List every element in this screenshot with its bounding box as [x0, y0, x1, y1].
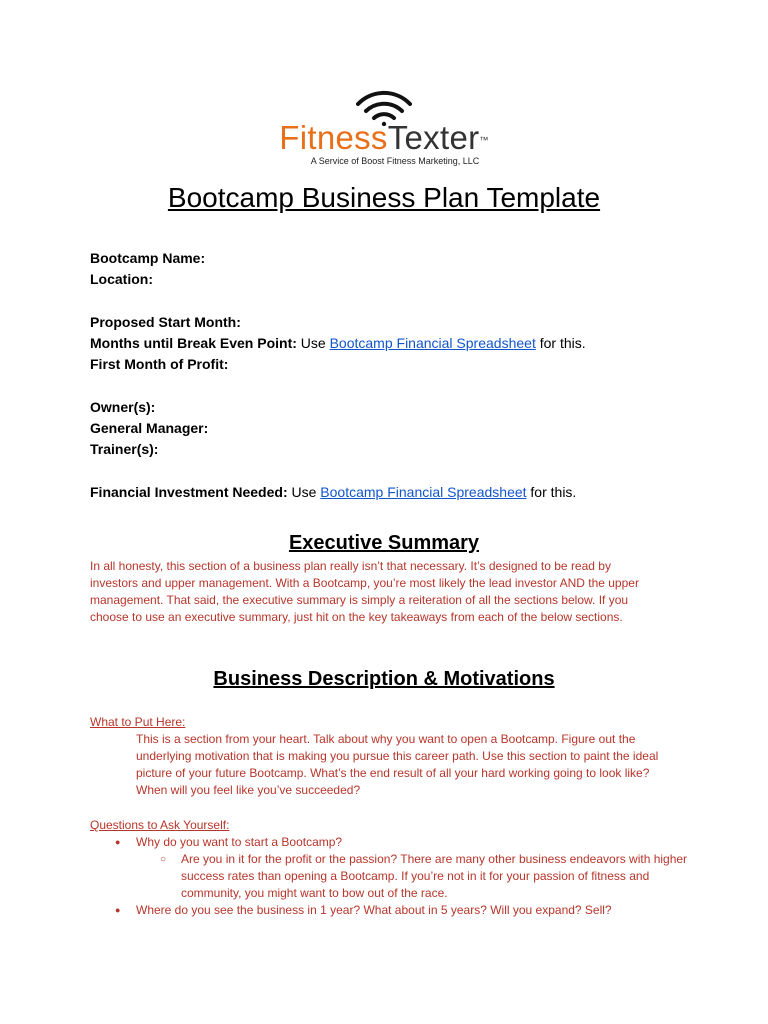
investment-tail: for this. [530, 484, 577, 500]
field-owners: Owner(s): [90, 399, 156, 415]
questions-list [90, 834, 700, 919]
field-general-manager: General Manager: [90, 420, 209, 436]
list-item [136, 851, 700, 902]
question-2: Where do you see the business in 1 year? What about in 5 years? Will you expand? Sell? [136, 903, 612, 917]
what-line: This is a section from your heart. Talk about why you want to open a Bootcamp. Figure out the [136, 732, 636, 746]
field-location: Location: [90, 271, 153, 287]
investment-use: Use [291, 484, 317, 500]
field-first-profit: First Month of Profit: [90, 356, 229, 372]
executive-summary-line: In all honesty, this section of a business plan really isn’t that necessary. It’s designed to be read by [90, 559, 611, 573]
logo-wordmark [0, 120, 768, 156]
field-trainers: Trainer(s): [90, 441, 159, 457]
what-line: underlying motivation that is making you pursue this career path. Use this section to paint the ideal [136, 749, 659, 763]
document-title: Bootcamp Business Plan Template [167, 182, 601, 213]
question-1-sublist [136, 851, 700, 902]
field-investment: Financial Investment Needed: [90, 484, 288, 500]
logo-texter: Texter [387, 119, 480, 156]
executive-summary-line: management. That said, the executive summary is simply a reiteration of all the sections below. If you [90, 593, 629, 607]
logo-trademark: ™ [479, 135, 489, 145]
executive-summary-heading: Executive Summary [288, 532, 480, 554]
break-even-use: Use [300, 335, 326, 351]
financial-spreadsheet-link-2[interactable]: Bootcamp Financial Spreadsheet [320, 484, 527, 500]
list-item [90, 834, 700, 902]
business-description-heading: Business Description & Motivations [213, 668, 555, 690]
break-even-tail: for this. [539, 335, 586, 351]
what-to-put-here-text [136, 731, 716, 799]
what-line: When will you feel like you’ve succeeded? [136, 783, 361, 797]
logo-subtitle: A Service of Boost Fitness Marketing, LLC [310, 156, 480, 166]
plan-fields [90, 248, 710, 503]
executive-summary-text [90, 558, 710, 626]
field-proposed-start: Proposed Start Month: [90, 314, 241, 330]
list-item [90, 902, 700, 919]
logo-fitness: Fitness [279, 119, 388, 156]
question-1: Why do you want to start a Bootcamp? [136, 835, 343, 849]
financial-spreadsheet-link[interactable]: Bootcamp Financial Spreadsheet [329, 335, 536, 351]
what-line: picture of your future Bootcamp. What’s the end result of all your hard working going to look like? [136, 766, 650, 780]
what-to-put-here-label: What to Put Here: [90, 715, 186, 729]
executive-summary-line: choose to use an executive summary, just hit on the key takeaways from each of the below sections. [90, 610, 623, 624]
fitnesstexter-logo [0, 90, 768, 166]
field-bootcamp-name: Bootcamp Name: [90, 250, 206, 266]
questions-label: Questions to Ask Yourself: [90, 818, 230, 832]
executive-summary-line: investors and upper management. With a Bootcamp, you’re most likely the lead investor AND the upper [90, 576, 639, 590]
question-1-sub: Are you in it for the profit or the passion? There are many other business endeavors with higher success rates than opening a Bootcamp. If you’re not in it for your passion of fitness and community, you might want to bow out of the race. [181, 852, 688, 900]
field-break-even: Months until Break Even Point: [90, 335, 297, 351]
